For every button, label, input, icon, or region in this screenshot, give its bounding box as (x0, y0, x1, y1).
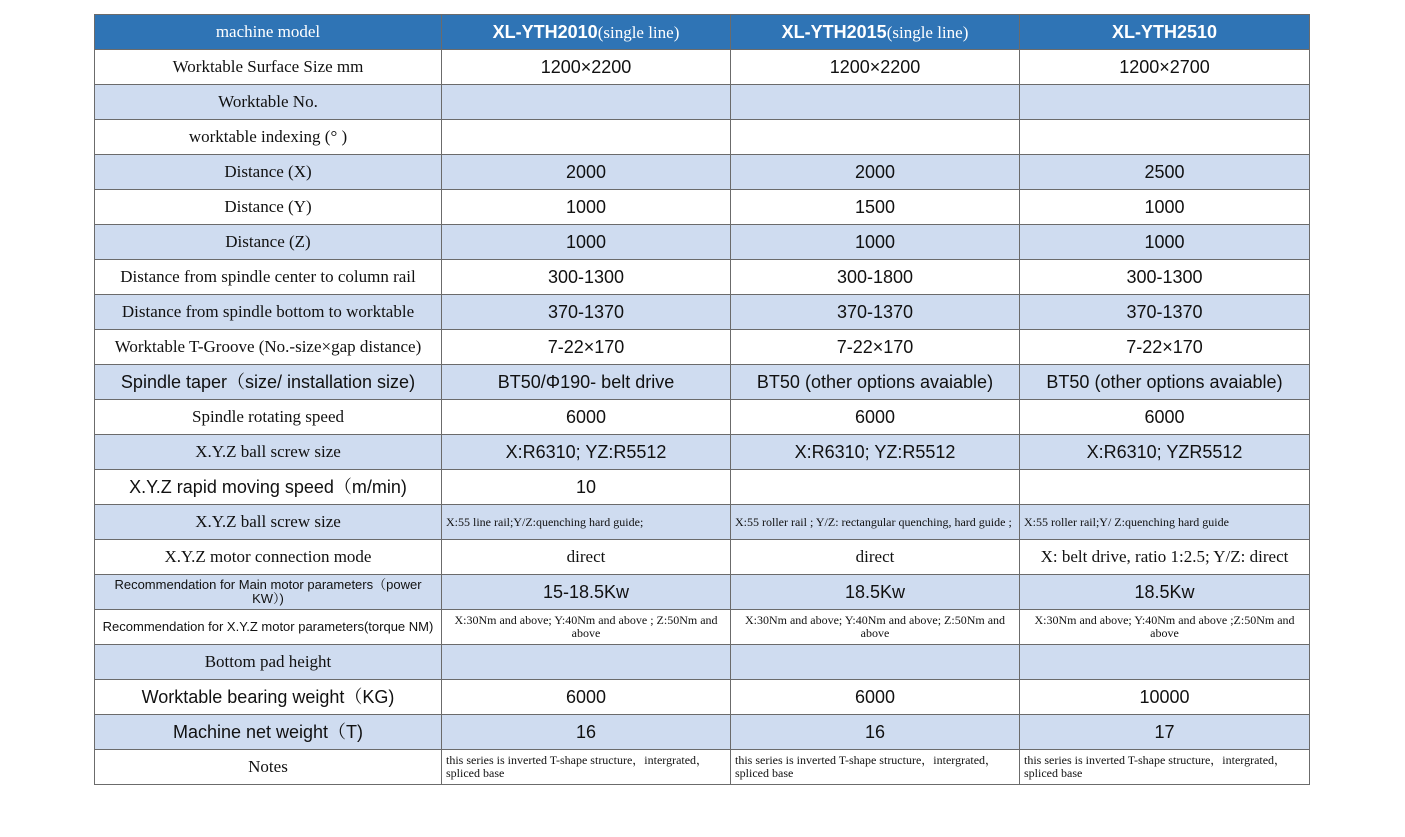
table-row (95, 155, 1310, 190)
header-model-3: XL-YTH2510 (1020, 15, 1310, 50)
row-value: 370-1370 (731, 295, 1020, 330)
row-value: 1500 (731, 190, 1020, 225)
row-value: 16 (442, 715, 731, 750)
row-label: X.Y.Z ball screw size (95, 435, 442, 470)
row-label: Distance (Z) (95, 225, 442, 260)
row-value: X: belt drive, ratio 1:2.5; Y/Z: direct (1020, 540, 1310, 575)
row-label: Distance from spindle bottom to worktable (95, 295, 442, 330)
row-value: 1000 (1020, 225, 1310, 260)
row-label: Worktable No. (95, 85, 442, 120)
table-row (95, 575, 1310, 610)
row-label: Machine net weight（T) (95, 715, 442, 750)
row-value: 6000 (442, 680, 731, 715)
header-row (95, 15, 1310, 50)
row-value: 15-18.5Kw (442, 575, 731, 610)
row-label: Worktable T-Groove (No.-size×gap distance) (95, 330, 442, 365)
row-value (731, 85, 1020, 120)
row-label: Bottom pad height (95, 645, 442, 680)
row-value: 2500 (1020, 155, 1310, 190)
table-row (95, 365, 1310, 400)
row-value: 1200×2700 (1020, 50, 1310, 85)
spec-table (94, 14, 1310, 785)
row-value: X:55 roller rail ; Y/Z: rectangular quenching, hard guide ; (731, 505, 1020, 540)
header-model-1: XL-YTH2010(single line) (442, 15, 731, 50)
row-value: 370-1370 (442, 295, 731, 330)
row-value: X:R6310; YZ:R5512 (731, 435, 1020, 470)
row-label: Distance (X) (95, 155, 442, 190)
row-label: Distance from spindle center to column rail (95, 260, 442, 295)
row-value: 2000 (442, 155, 731, 190)
row-label: X.Y.Z motor connection mode (95, 540, 442, 575)
row-value: 300-1300 (1020, 260, 1310, 295)
row-value: BT50 (other options avaiable) (1020, 365, 1310, 400)
row-value: X:R6310; YZR5512 (1020, 435, 1310, 470)
table-row (95, 260, 1310, 295)
table-row (95, 295, 1310, 330)
row-value: 1000 (442, 225, 731, 260)
table-row (95, 750, 1310, 785)
row-value (1020, 645, 1310, 680)
row-value: 18.5Kw (1020, 575, 1310, 610)
row-value (731, 645, 1020, 680)
row-value (442, 85, 731, 120)
row-value: this series is inverted T-shape structure，intergrated，spliced base (1020, 750, 1310, 785)
row-value (731, 470, 1020, 505)
table-row (95, 645, 1310, 680)
row-value (1020, 470, 1310, 505)
table-row (95, 85, 1310, 120)
row-value: X:55 roller rail;Y/ Z:quenching hard guide (1020, 505, 1310, 540)
table-row (95, 470, 1310, 505)
row-value: 6000 (442, 400, 731, 435)
row-value: 6000 (731, 400, 1020, 435)
row-value (1020, 120, 1310, 155)
row-value: 17 (1020, 715, 1310, 750)
table-row (95, 715, 1310, 750)
row-value: X:55 line rail;Y/Z:quenching hard guide; (442, 505, 731, 540)
row-value: 1200×2200 (442, 50, 731, 85)
row-label: Recommendation for X.Y.Z motor parameters(torque NM) (95, 610, 442, 645)
table-row (95, 50, 1310, 85)
row-value: 300-1800 (731, 260, 1020, 295)
row-value: X:30Nm and above; Y:40Nm and above; Z:50Nm and above (731, 610, 1020, 645)
row-value: X:30Nm and above; Y:40Nm and above ;Z:50Nm and above (1020, 610, 1310, 645)
row-label: Notes (95, 750, 442, 785)
row-value: BT50 (other options avaiable) (731, 365, 1020, 400)
row-label: worktable indexing (° ) (95, 120, 442, 155)
row-value: 10 (442, 470, 731, 505)
table-row (95, 505, 1310, 540)
row-value: 1000 (1020, 190, 1310, 225)
table-row (95, 680, 1310, 715)
row-value: 370-1370 (1020, 295, 1310, 330)
row-value: 1000 (442, 190, 731, 225)
table-row (95, 330, 1310, 365)
row-value: 1200×2200 (731, 50, 1020, 85)
row-label: X.Y.Z ball screw size (95, 505, 442, 540)
row-label: X.Y.Z rapid moving speed（m/min) (95, 470, 442, 505)
header-model-2: XL-YTH2015(single line) (731, 15, 1020, 50)
row-value: 10000 (1020, 680, 1310, 715)
table-row (95, 120, 1310, 155)
row-value: 7-22×170 (442, 330, 731, 365)
row-value: direct (442, 540, 731, 575)
table-row (95, 540, 1310, 575)
row-value: this series is inverted T-shape structure，intergrated，spliced base (731, 750, 1020, 785)
row-value: this series is inverted T-shape structure，intergrated，spliced base (442, 750, 731, 785)
row-value: 7-22×170 (731, 330, 1020, 365)
row-value: 300-1300 (442, 260, 731, 295)
row-value: 6000 (1020, 400, 1310, 435)
row-value: BT50/Φ190- belt drive (442, 365, 731, 400)
row-label: Distance (Y) (95, 190, 442, 225)
row-value: 16 (731, 715, 1020, 750)
row-label: Spindle taper（size/ installation size) (95, 365, 442, 400)
row-value (1020, 85, 1310, 120)
row-label: Spindle rotating speed (95, 400, 442, 435)
row-value: 2000 (731, 155, 1020, 190)
table-row (95, 400, 1310, 435)
table-row (95, 190, 1310, 225)
row-label: Worktable bearing weight（KG) (95, 680, 442, 715)
table-row (95, 610, 1310, 645)
row-value: 1000 (731, 225, 1020, 260)
header-label: machine model (95, 15, 442, 50)
row-value: direct (731, 540, 1020, 575)
row-value: 7-22×170 (1020, 330, 1310, 365)
row-label: Worktable Surface Size mm (95, 50, 442, 85)
row-value (442, 645, 731, 680)
table-row (95, 225, 1310, 260)
row-value: X:R6310; YZ:R5512 (442, 435, 731, 470)
row-value (731, 120, 1020, 155)
table-row (95, 435, 1310, 470)
row-value: 6000 (731, 680, 1020, 715)
row-value (442, 120, 731, 155)
row-value: X:30Nm and above; Y:40Nm and above ; Z:50Nm and above (442, 610, 731, 645)
row-label: Recommendation for Main motor parameters（power KW）) (95, 575, 442, 610)
row-value: 18.5Kw (731, 575, 1020, 610)
